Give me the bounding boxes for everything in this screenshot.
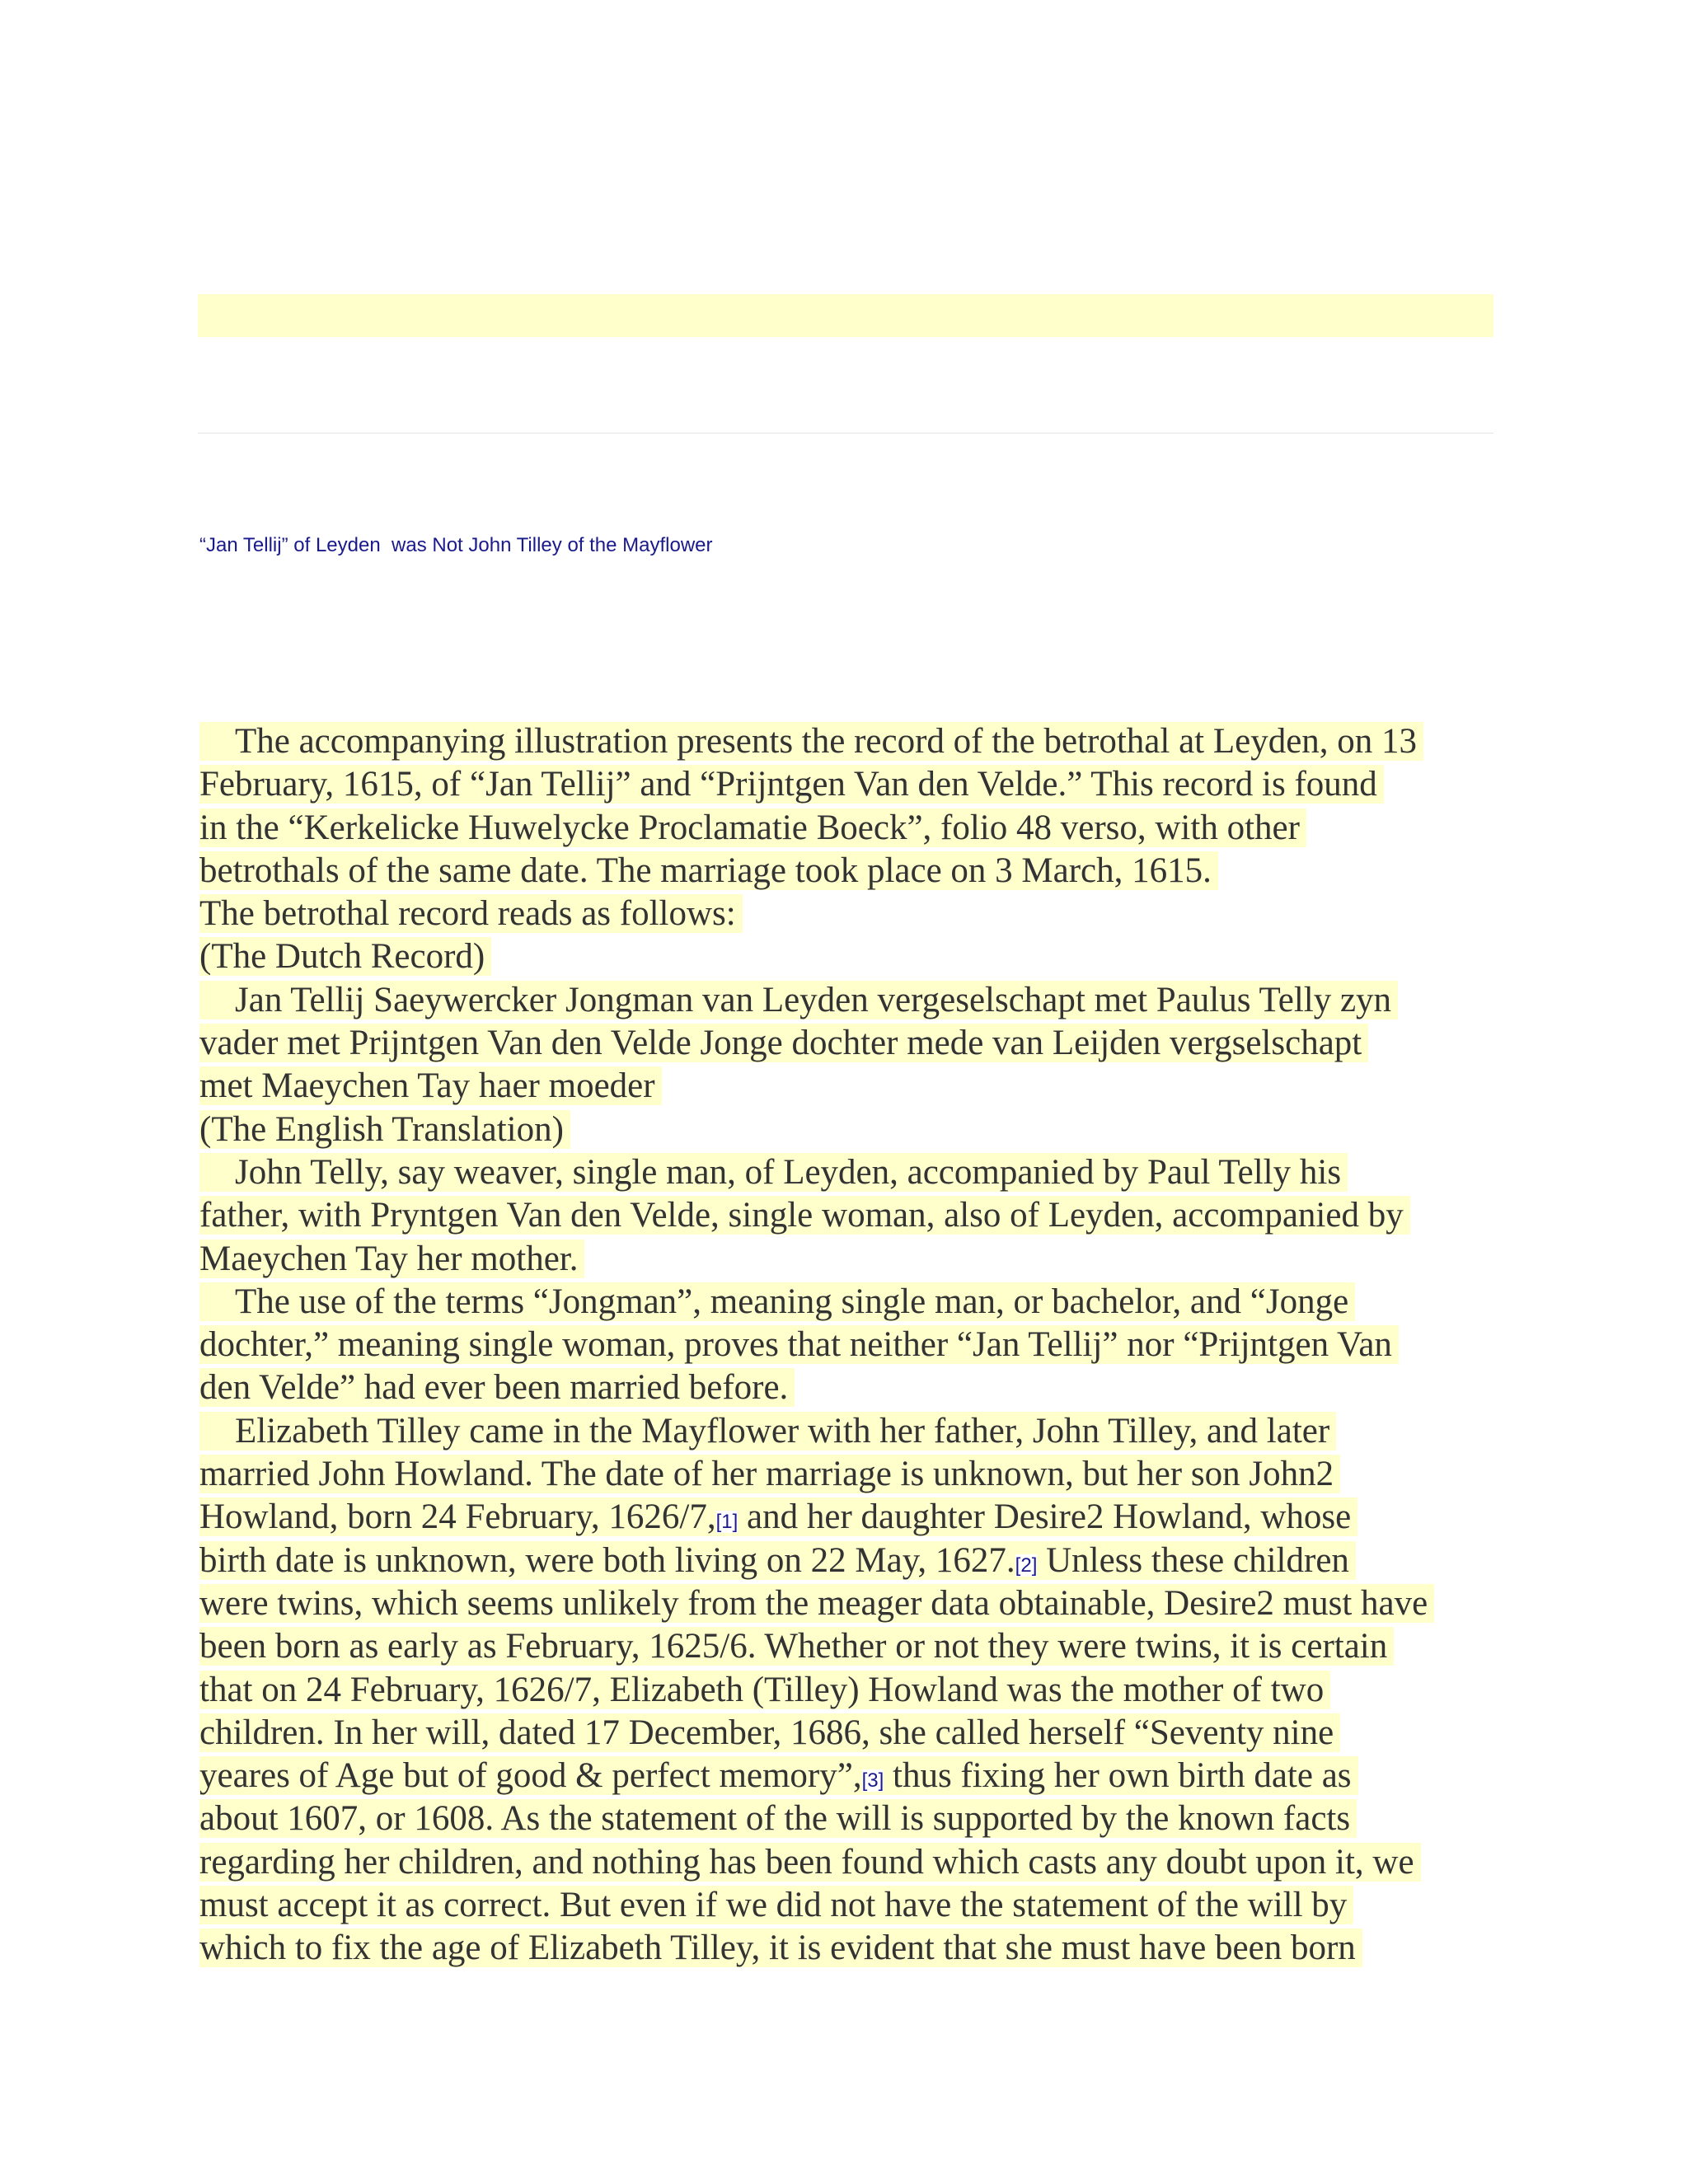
body-text-segment: that on 24 February, 1626/7, Elizabeth (Tilley) Howland was the mother of two	[199, 1670, 1325, 1709]
body-line	[199, 1366, 1502, 1409]
body-text-segment: The accompanying illustration presents the record of the betrothal at Leyden, on 13	[235, 722, 1418, 761]
body-text-segment: married John Howland. The date of her marriage is unknown, but her son John2	[199, 1455, 1334, 1494]
body-text-segment: February, 1615, of “Jan Tellij” and “Prijntgen Van den Velde.” This record is found	[199, 765, 1377, 804]
body-line	[199, 1108, 1502, 1151]
highlighted-text	[199, 1196, 1410, 1235]
body-text-segment: were twins, which seems unlikely from the meager data obtainable, Desire2 must have	[199, 1583, 1428, 1623]
horizontal-rule	[198, 433, 1493, 434]
body-line	[199, 1755, 1502, 1797]
highlighted-text	[199, 937, 491, 976]
body-line	[199, 1065, 1502, 1108]
highlighted-text	[199, 1153, 1348, 1192]
body-line	[199, 1582, 1502, 1625]
highlighted-text	[199, 1497, 1357, 1536]
highlighted-text	[199, 1110, 570, 1149]
highlighted-text	[199, 808, 1306, 847]
highlighted-text	[199, 1886, 1353, 1924]
body-text-segment: John Telly, say weaver, single man, of Leyden, accompanied by Paul Telly his	[235, 1152, 1342, 1192]
body-text-segment: in the “Kerkelicke Huwelycke Proclamatie Boeck”, folio 48 verso, with other	[199, 808, 1300, 847]
highlighted-text	[199, 1325, 1399, 1364]
highlighted-text	[199, 1929, 1362, 1967]
body-line	[199, 1496, 1502, 1539]
header-highlight-bar	[198, 294, 1493, 337]
body-text-segment: children. In her will, dated 17 December, 1686, she called herself “Seventy nine	[199, 1713, 1334, 1752]
highlighted-text	[199, 1843, 1421, 1882]
body-line	[199, 1151, 1502, 1194]
footnote-link[interactable]: [2]	[1015, 1554, 1038, 1577]
footnote-link[interactable]: [1]	[715, 1511, 738, 1534]
body-line	[199, 935, 1502, 978]
paragraph-indent	[199, 1282, 235, 1321]
body-text-segment: (The Dutch Record)	[199, 937, 485, 977]
highlighted-text	[199, 1671, 1330, 1709]
body-text-segment: Elizabeth Tilley came in the Mayflower with her father, John Tilley, and later	[235, 1411, 1330, 1451]
body-text-segment: and her daughter Desire2 Howland, whose	[738, 1497, 1352, 1537]
highlighted-text	[199, 851, 1218, 890]
body-text-segment: yeares of Age but of good & perfect memory”,	[199, 1756, 862, 1796]
body-text-segment: (The English Translation)	[199, 1109, 564, 1149]
body-line	[199, 1540, 1502, 1582]
body-text-segment: been born as early as February, 1625/6. Whether or not they were twins, it is certain	[199, 1627, 1388, 1666]
body-line	[199, 720, 1502, 763]
highlighted-text	[199, 1584, 1434, 1623]
body-text-segment: vader met Prijntgen Van den Velde Jonge dochter mede van Leijden vergselschapt	[199, 1024, 1362, 1063]
body-line	[199, 1669, 1502, 1712]
highlighted-text	[199, 1066, 662, 1105]
body-line	[199, 1884, 1502, 1927]
body-line	[199, 1625, 1502, 1668]
highlighted-text	[199, 765, 1384, 804]
body-text-segment: Jan Tellij Saeywercker Jongman van Leyden vergeselschapt met Paulus Telly zyn	[235, 980, 1392, 1019]
body-line	[199, 1238, 1502, 1281]
article-body	[199, 720, 1502, 1971]
body-line	[199, 807, 1502, 850]
body-line	[199, 1410, 1502, 1453]
body-line	[199, 1194, 1502, 1237]
body-text-segment: The use of the terms “Jongman”, meaning single man, or bachelor, and “Jonge	[235, 1282, 1349, 1321]
body-text-segment: The betrothal record reads as follows:	[199, 894, 736, 934]
body-line	[199, 1281, 1502, 1324]
body-text-segment: met Maeychen Tay haer moeder	[199, 1066, 655, 1106]
body-text-segment: Unless these children	[1037, 1540, 1349, 1580]
highlighted-text	[199, 1412, 1336, 1451]
highlighted-text	[199, 1024, 1368, 1062]
highlighted-text	[199, 1240, 584, 1278]
article-title-link[interactable]: “Jan Tellij” of Leyden was Not John Tilley of the Mayflower	[199, 534, 713, 556]
highlighted-text	[199, 1627, 1394, 1666]
body-line	[199, 1712, 1502, 1755]
body-line	[199, 1927, 1502, 1970]
paragraph-indent	[199, 722, 235, 761]
body-text-segment: which to fix the age of Elizabeth Tilley, it is evident that she must have been born	[199, 1929, 1356, 1968]
body-text-segment: birth date is unknown, were both living on 22 May, 1627.	[199, 1540, 1015, 1580]
highlighted-text	[199, 1455, 1340, 1493]
body-text-segment: betrothals of the same date. The marriage took place on 3 March, 1615.	[199, 851, 1212, 890]
body-line	[199, 1841, 1502, 1884]
paragraph-indent	[199, 1153, 235, 1192]
body-line	[199, 1324, 1502, 1366]
body-line	[199, 979, 1502, 1022]
highlighted-text	[199, 981, 1398, 1019]
body-text-segment: Maeychen Tay her mother.	[199, 1239, 579, 1278]
body-line	[199, 893, 1502, 935]
highlighted-text	[199, 1282, 1355, 1321]
body-text-segment: father, with Pryntgen Van den Velde, single woman, also of Leyden, accompanied by	[199, 1196, 1404, 1235]
highlighted-text	[199, 1799, 1357, 1838]
highlighted-text	[199, 1756, 1358, 1795]
body-text-segment: must accept it as correct. But even if we did not have the statement of the will by	[199, 1886, 1348, 1925]
highlighted-text	[199, 722, 1423, 761]
highlighted-text	[199, 1713, 1340, 1752]
highlighted-text	[199, 1541, 1356, 1580]
paragraph-indent	[199, 1412, 235, 1451]
body-text-segment: den Velde” had ever been married before.	[199, 1368, 789, 1408]
body-line	[199, 850, 1502, 893]
body-line	[199, 1453, 1502, 1496]
body-line	[199, 1022, 1502, 1065]
body-text-segment: dochter,” meaning single woman, proves that neither “Jan Tellij” nor “Prijntgen Van	[199, 1325, 1392, 1365]
paragraph-indent	[199, 981, 235, 1019]
body-text-segment: regarding her children, and nothing has been found which casts any doubt upon it, we	[199, 1842, 1414, 1882]
body-line	[199, 763, 1502, 806]
body-text-segment: Howland, born 24 February, 1626/7,	[199, 1497, 716, 1537]
highlighted-text	[199, 894, 743, 933]
body-line	[199, 1797, 1502, 1840]
footnote-link[interactable]: [3]	[861, 1769, 884, 1793]
body-text-segment: thus fixing her own birth date as	[884, 1756, 1352, 1796]
body-text-segment: about 1607, or 1608. As the statement of the will is supported by the known facts	[199, 1799, 1351, 1839]
highlighted-text	[199, 1368, 795, 1407]
